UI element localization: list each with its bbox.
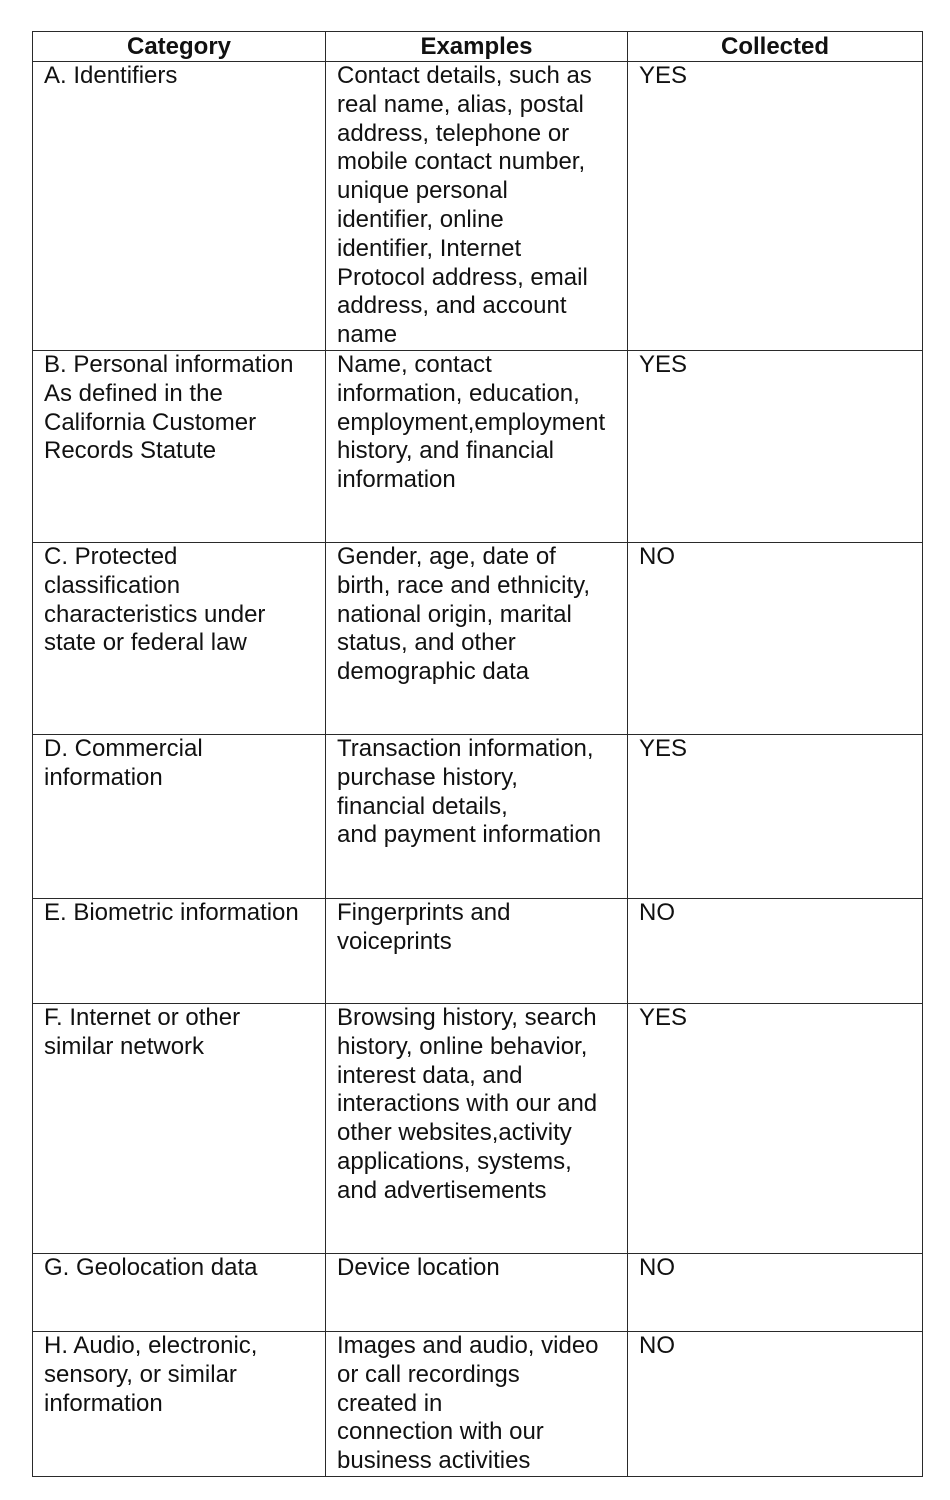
- examples-cell: Gender, age, date of birth, race and ethnicity, national origin, marital status, and other demographic data: [326, 543, 628, 735]
- examples-cell: Fingerprints and voiceprints: [326, 899, 628, 1004]
- table-row: [33, 62, 923, 351]
- header-examples: Examples: [326, 32, 628, 62]
- table-row: [33, 1254, 923, 1332]
- examples-cell: Contact details, such as real name, alias, postal address, telephone or mobile contact number, unique personal identifier, online identifier, Internet Protocol address, email address, and account name: [326, 62, 628, 351]
- examples-cell: Images and audio, video or call recordings created in connection with our business activities: [326, 1332, 628, 1477]
- table-row: [33, 899, 923, 1004]
- table-row: [33, 1004, 923, 1254]
- collected-cell: NO: [628, 1254, 923, 1332]
- collected-cell: NO: [628, 543, 923, 735]
- category-cell: D. Commercial information: [33, 735, 326, 899]
- collected-cell: NO: [628, 1332, 923, 1477]
- table-row: [33, 735, 923, 899]
- category-cell: F. Internet or other similar network: [33, 1004, 326, 1254]
- examples-cell: Device location: [326, 1254, 628, 1332]
- header-category: Category: [33, 32, 326, 62]
- category-cell: A. Identifiers: [33, 62, 326, 351]
- collected-cell: NO: [628, 899, 923, 1004]
- table-row: [33, 1332, 923, 1477]
- collected-cell: YES: [628, 1004, 923, 1254]
- table-row: [33, 351, 923, 543]
- collected-cell: YES: [628, 735, 923, 899]
- examples-cell: Name, contact information, education, employment,employment history, and financial information: [326, 351, 628, 543]
- header-row: [33, 32, 923, 62]
- collected-cell: YES: [628, 351, 923, 543]
- category-cell: E. Biometric information: [33, 899, 326, 1004]
- examples-cell: Transaction information, purchase history, financial details, and payment information: [326, 735, 628, 899]
- examples-cell: Browsing history, search history, online behavior, interest data, and interactions with our and other websites,activity applications, systems, and advertisements: [326, 1004, 628, 1254]
- data-categories-table: [32, 31, 923, 1477]
- category-cell: B. Personal information As defined in the California Customer Records Statute: [33, 351, 326, 543]
- category-cell: G. Geolocation data: [33, 1254, 326, 1332]
- category-cell: C. Protected classification characteristics under state or federal law: [33, 543, 326, 735]
- header-collected: Collected: [628, 32, 923, 62]
- category-cell: H. Audio, electronic, sensory, or similar information: [33, 1332, 326, 1477]
- table-row: [33, 543, 923, 735]
- collected-cell: YES: [628, 62, 923, 351]
